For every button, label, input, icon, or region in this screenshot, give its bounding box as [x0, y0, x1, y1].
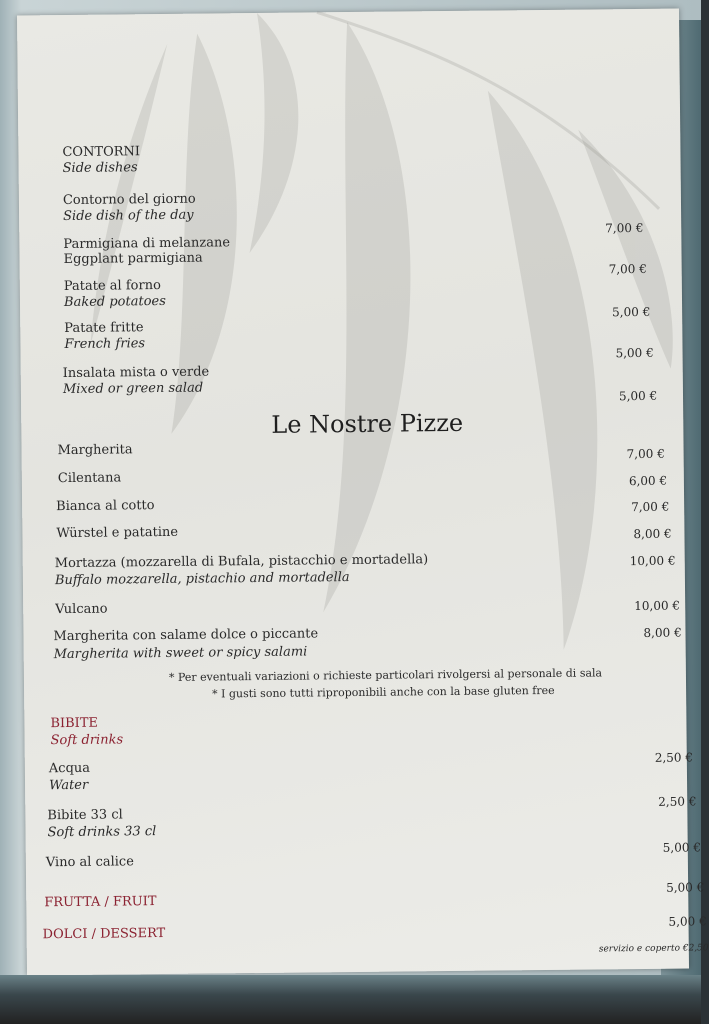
pizza-name: Margherita con salame dolce o piccante	[53, 626, 319, 645]
menu-page	[17, 9, 709, 976]
price: 7,00 €	[608, 261, 647, 277]
contorni-heading: CONTORNI	[62, 144, 141, 161]
menu-item-name: Insalata mista o verde	[62, 364, 210, 382]
pizza-name: Bianca al cotto	[56, 498, 155, 515]
price: 8,00 €	[633, 526, 672, 542]
menu-item-name: Patate al forno	[63, 278, 161, 295]
note-variations: * Per eventuali variazioni o richieste particolari rivolgersi al personale di sala	[168, 666, 603, 684]
menu-item-en: Side dish of the day	[63, 207, 194, 225]
price: 5,00 €	[662, 840, 701, 855]
bibite-heading: BIBITE	[50, 715, 99, 732]
pizza-name: Würstel e patatine	[56, 524, 179, 542]
price: 7,00 €	[626, 446, 665, 462]
menu-item-name: Patate fritte	[64, 320, 144, 337]
price: 5,00 €	[615, 345, 654, 361]
price: 5,00 €	[618, 388, 658, 404]
pizza-name: Cilentana	[57, 470, 122, 487]
price: 6,00 €	[628, 473, 668, 489]
table-surface	[0, 975, 701, 1024]
dolci-label: DOLCI / DESSERT	[42, 925, 166, 943]
price: 10,00 €	[629, 553, 676, 569]
note-gluten-free: * I gusti sono tutti riproponibili anche con la base gluten free	[212, 683, 555, 701]
menu-item-en: Baked potatoes	[63, 293, 166, 311]
drink-en: Soft drinks 33 cl	[47, 824, 157, 841]
pizza-en: Margherita with sweet or spicy salami	[53, 644, 308, 663]
price: 7,00 €	[631, 499, 670, 515]
price: 8,00 €	[643, 625, 682, 640]
price: 5,00 €	[666, 880, 705, 895]
menu-item-en: French fries	[64, 336, 146, 353]
menu-item-name: Contorno del giorno	[62, 191, 196, 209]
pizza-name: Mortazza (mozzarella di Bufala, pistacchio e mortadella)	[54, 552, 429, 572]
bibite-heading-en: Soft drinks	[50, 732, 124, 749]
price: 2,50 €	[658, 794, 697, 809]
price: 10,00 €	[634, 598, 681, 614]
pizze-title: Le Nostre Pizze	[271, 408, 464, 439]
menu-item-name: Parmigiana di melanzane	[63, 235, 231, 253]
drink-name: Bibite 33 cl	[47, 807, 123, 824]
price: 5,00 €	[612, 304, 651, 320]
drink-name: Acqua	[48, 760, 91, 777]
pizza-name: Vulcano	[55, 601, 108, 618]
price: 7,00 €	[605, 220, 644, 236]
menu-item-en: Mixed or green salad	[62, 380, 204, 398]
servizio-coperto: servizio e coperto €2,50	[598, 943, 709, 955]
pizza-en: Buffalo mozzarella, pistachio and mortadella	[54, 570, 350, 589]
contorni-heading-en: Side dishes	[62, 160, 138, 177]
drink-name: Vino al calice	[45, 854, 134, 871]
frutta-label: FRUTTA / FRUIT	[44, 894, 157, 911]
price: 2,50 €	[654, 750, 694, 765]
menu-item-en: Eggplant parmigiana	[63, 250, 203, 268]
price: 5,00 €	[668, 914, 707, 929]
drink-en: Water	[48, 777, 89, 794]
pizza-name: Margherita	[57, 442, 133, 459]
